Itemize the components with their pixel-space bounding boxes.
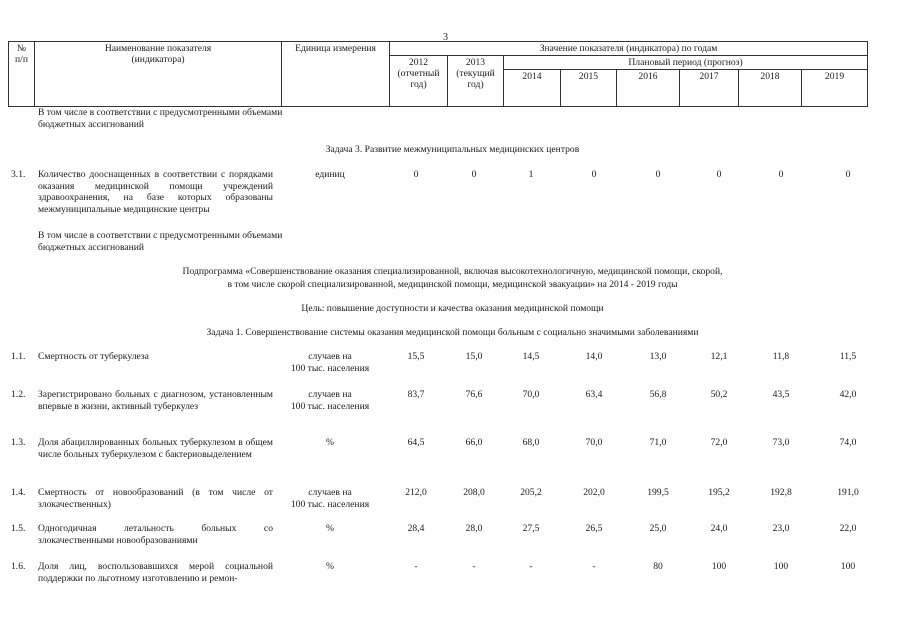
row-unit: % (326, 523, 334, 534)
table-row-3-1 (0, 169, 905, 219)
value-2012: - (414, 561, 418, 572)
value-2017: 0 (716, 169, 722, 180)
header-unit: Единица измерения (282, 42, 390, 107)
value-2012: 0 (413, 169, 419, 180)
value-2016: 199,5 (647, 487, 669, 498)
value-2015: 0 (591, 169, 597, 180)
row-num: 1.1. (11, 351, 26, 362)
header-2015: 2015 (561, 70, 617, 107)
header-2014: 2014 (504, 70, 561, 107)
table-row (0, 437, 905, 487)
budget-note-1: В том числе в соответствии с предусмотренными объемами бюджетных ассигнований (38, 107, 283, 130)
task1-title: Задача 1. Совершенствование системы оказания медицинской помощи больным с социально значимыми заболеваниями (206, 327, 699, 338)
value-2012: 15,5 (407, 351, 425, 362)
row-name: Зарегистрировано больных с диагнозом, установленным впервые в жизни, активный туберкулез (38, 389, 273, 412)
header-2012: 2012 (отчетный год) (390, 56, 448, 107)
subprogram-line-1: Подпрограмма «Совершенствование оказания специализированной, включая высокотехнологичную, медицинской помощи, скорой, (182, 266, 723, 277)
value-2013: 0 (471, 169, 477, 180)
page-number: 3 (443, 32, 448, 43)
value-2016: 25,0 (649, 523, 667, 534)
header-num: № п/п (9, 42, 35, 107)
row-num: 3.1. (11, 169, 26, 180)
value-2018: 23,0 (772, 523, 790, 534)
row-num: 1.3. (11, 437, 26, 448)
value-2017: 12,1 (710, 351, 728, 362)
row-num: 1.5. (11, 523, 26, 534)
value-2012: 83,7 (407, 389, 425, 400)
value-2016: 0 (655, 169, 661, 180)
value-2016: 71,0 (649, 437, 667, 448)
indicator-table-header (8, 41, 868, 107)
row-unit: % (326, 437, 334, 448)
row-name: Количество дооснащенных в соответствии с порядками оказания медицинской помощи учреждений здравоохранения, на базе которых образованы межмуниципальные медицинские центры (38, 169, 273, 215)
value-2014: 205,2 (520, 487, 542, 498)
header-2016: 2016 (617, 70, 680, 107)
value-2013: 66,0 (465, 437, 483, 448)
subprogram-line-2: в том числе скорой специализированной, медицинской помощи, медицинской эвакуации» на 2014 - 2019 годы (227, 279, 678, 290)
goal: Цель: повышение доступности и качества оказания медицинской помощи (301, 303, 604, 314)
budget-note-2: В том числе в соответствии с предусмотренными объемами бюджетных ассигнований (38, 230, 283, 253)
value-2018: 73,0 (772, 437, 790, 448)
row-num: 1.4. (11, 487, 26, 498)
value-2018: 11,8 (772, 351, 790, 362)
value-2014: 14,5 (522, 351, 540, 362)
value-2019: 191,0 (837, 487, 859, 498)
value-2013: 208,0 (463, 487, 485, 498)
value-2018: 0 (778, 169, 784, 180)
row-unit: случаев на 100 тыс. населения (290, 389, 370, 412)
task3-title: Задача 3. Развитие межмуниципальных медицинских центров (325, 144, 580, 155)
value-2012: 64,5 (407, 437, 425, 448)
value-2017: 24,0 (710, 523, 728, 534)
value-2018: 100 (773, 561, 789, 572)
value-2015: 63,4 (585, 389, 603, 400)
value-2014: 1 (528, 169, 534, 180)
value-2014: - (529, 561, 533, 572)
header-2018: 2018 (739, 70, 802, 107)
value-2014: 27,5 (522, 523, 540, 534)
value-2015: - (592, 561, 596, 572)
row-unit: единиц (315, 169, 345, 180)
value-2012: 28,4 (407, 523, 425, 534)
value-2017: 50,2 (710, 389, 728, 400)
value-2019: 22,0 (839, 523, 857, 534)
value-2015: 26,5 (585, 523, 603, 534)
table-row (0, 561, 905, 611)
value-2018: 192,8 (770, 487, 792, 498)
header-2013: 2013 (текущий год) (448, 56, 504, 107)
value-2019: 100 (840, 561, 856, 572)
value-2013: 15,0 (465, 351, 483, 362)
header-2019: 2019 (802, 70, 868, 107)
table-row (0, 389, 905, 439)
value-2012: 212,0 (405, 487, 427, 498)
row-unit: случаев на 100 тыс. населения (290, 351, 370, 374)
value-2013: - (472, 561, 476, 572)
row-num: 1.2. (11, 389, 26, 400)
value-2019: 74,0 (839, 437, 857, 448)
header-name: Наименование показателя (индикатора) (35, 42, 282, 107)
value-2017: 72,0 (710, 437, 728, 448)
header-values-title: Значение показателя (индикатора) по годам (390, 42, 868, 56)
row-num: 1.6. (11, 561, 26, 572)
value-2015: 14,0 (585, 351, 603, 362)
header-2017: 2017 (680, 70, 739, 107)
value-2016: 56,8 (649, 389, 667, 400)
value-2013: 28,0 (465, 523, 483, 534)
value-2019: 42,0 (839, 389, 857, 400)
value-2019: 0 (845, 169, 851, 180)
row-unit: случаев на 100 тыс. населения (290, 487, 370, 510)
value-2018: 43,5 (772, 389, 790, 400)
row-unit: % (326, 561, 334, 572)
value-2016: 80 (653, 561, 663, 572)
value-2015: 202,0 (583, 487, 605, 498)
value-2017: 195,2 (708, 487, 730, 498)
row-name: Доля абациллированных больных туберкулезом в общем числе больных туберкулезом с бактериовыделением (38, 437, 273, 460)
row-name: Смертность от новообразований (в том числе от злокачественных) (38, 487, 273, 510)
row-name: Одногодичная летальность больных со злокачественными новообразованиями (38, 523, 273, 546)
value-2017: 100 (711, 561, 727, 572)
value-2014: 68,0 (522, 437, 540, 448)
value-2015: 70,0 (585, 437, 603, 448)
value-2014: 70,0 (522, 389, 540, 400)
value-2016: 13,0 (649, 351, 667, 362)
row-name: Смертность от туберкулеза (38, 351, 149, 362)
value-2013: 76,6 (465, 389, 483, 400)
value-2019: 11,5 (839, 351, 857, 362)
header-plan-title: Плановый период (прогноз) (504, 56, 868, 70)
row-name: Доля лиц, воспользовавшихся мерой социальной поддержки по льготному изготовлению и ремон- (38, 561, 273, 584)
